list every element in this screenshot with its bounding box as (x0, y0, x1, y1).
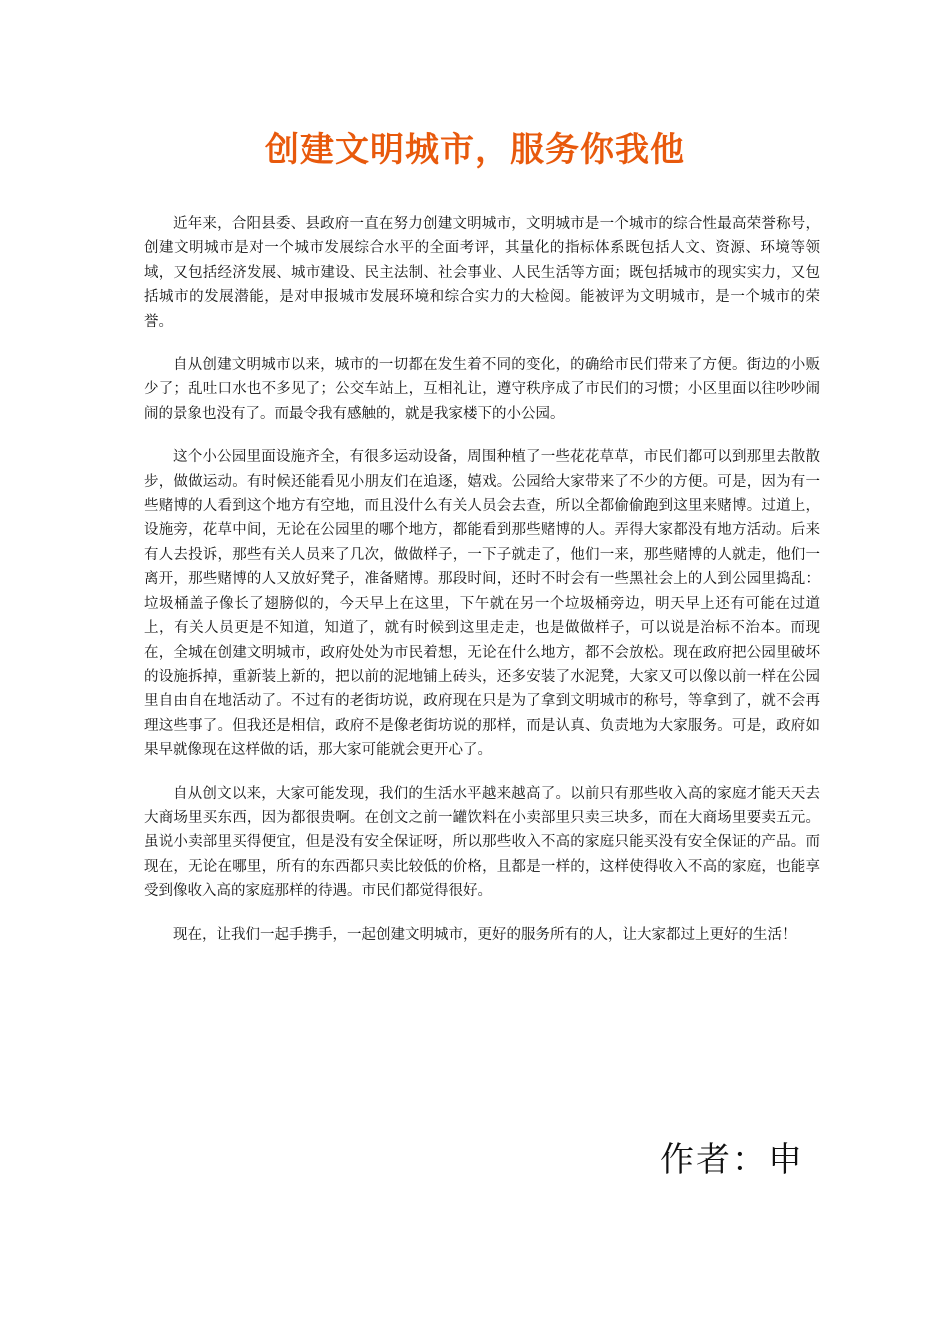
paragraph-2: 自从创建文明城市以来，城市的一切都在发生着不同的变化，的确给市民们带来了方便。街边的小贩少了；乱吐口水也不多见了；公交车站上，互相礼让，遵守秩序成了市民们的习惯；小区里面以往吵吵闹闹的景象也没有了。而最令我有感触的，就是我家楼下的小公园。 (144, 357, 820, 422)
paragraph-5: 现在，让我们一起手携手，一起创建文明城市，更好的服务所有的人，让大家都过上更好的生活！ (173, 926, 797, 943)
document-title: 创建文明城市，服务你我他 (265, 130, 685, 170)
document-body (144, 212, 820, 966)
paragraph-1: 近年来，合阳县委、县政府一直在努力创建文明城市，文明城市是一个城市的综合性最高荣誉称号，创建文明城市是对一个城市发展综合水平的全面考评，其量化的指标体系既包括人文、资源、环境等领域，又包括经济发展、城市建设、民主法制、社会事业、人民生活等方面；既包括城市的现实实力，又包括城市的发展潜能，是对申报城市发展环境和综合实力的大检阅。能被评为文明城市，是一个城市的荣誉。 (144, 216, 820, 330)
author-signature: 作者：申 (660, 1140, 804, 1180)
paragraph-4: 自从创文以来，大家可能发现，我们的生活水平越来越高了。以前只有那些收入高的家庭才能天天去大商场里买东西，因为都很贵啊。在创文之前一罐饮料在小卖部里只卖三块多，而在大商场里要卖五元。虽说小卖部里买得便宜，但是没有安全保证呀，所以那些收入不高的家庭只能买没有安全保证的产品。而现在，无论在哪里，所有的东西都只卖比较低的价格，且都是一样的，这样使得收入不高的家庭，也能享受到像收入高的家庭那样的待遇。市民们都觉得很好。 (144, 785, 820, 900)
paragraph-3: 这个小公园里面设施齐全，有很多运动设备，周围种植了一些花花草草，市民们都可以到那里去散散步，做做运动。有时候还能看见小朋友们在追逐，嬉戏。公园给大家带来了不少的方便。可是，因为有一些赌博的人看到这个地方有空地，而且没什么有关人员会去查，所以全都偷偷跑到这里来赌博。过道上，设施旁，花草中间，无论在公园里的哪个地方，都能看到那些赌博的人。弄得大家都没有地方活动。后来有人去投诉，那些有关人员来了几次，做做样子，一下子就走了，他们一来，那些赌博的人就走，他们一离开，那些赌博的人又放好凳子，准备赌博。那段时间，还时不时会有一些黑社会上的人到公园里捣乱：垃圾桶盖子像长了翅膀似的，今天早上在这里，下午就在另一个垃圾桶旁边，明天早上还有可能在过道上，有关人员更是不知道，知道了，就有时候到这里走走，也是做做样子，可以说是治标不治本。而现在，全城在创建文明城市，政府处处为市民着想，无论在什么地方，都不会放松。现在政府把公园里破坏的设施拆掉，重新装上新的，把以前的泥地铺上砖头，还多安装了水泥凳，大家又可以像以前一样在公园里自由自在地活动了。不过有的老街坊说，政府现在只是为了拿到文明城市的称号，等拿到了，就不会再理这些事了。但我还是相信，政府不是像老街坊说的那样，而是认真、负责地为大家服务。可是，政府如果早就像现在这样做的话，那大家可能就会更开心了。 (144, 449, 820, 759)
